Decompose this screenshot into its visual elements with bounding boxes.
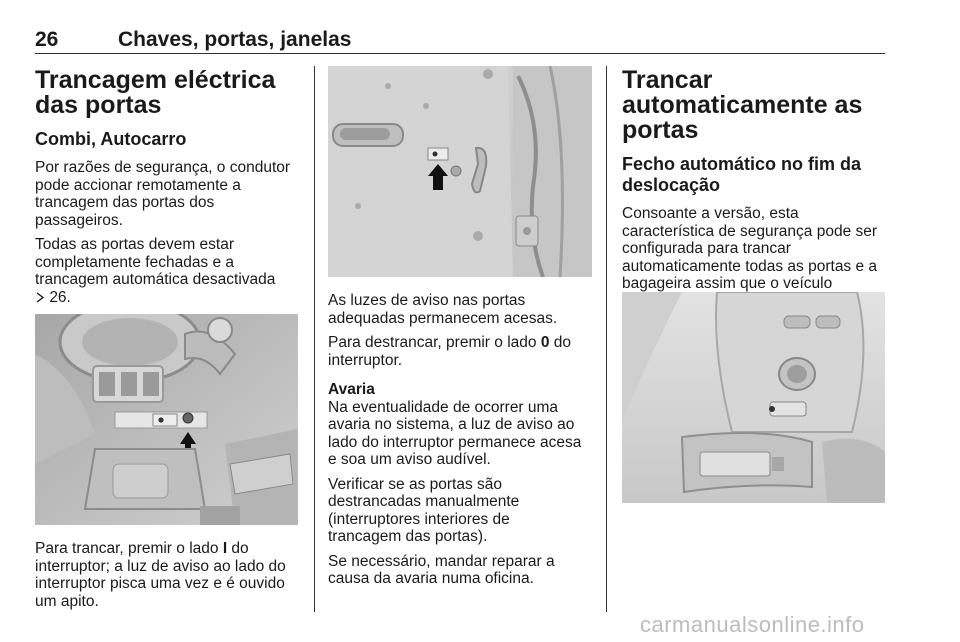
section-heading: Trancagem eléctrica das portas (35, 66, 276, 119)
paragraph: Na eventualidade de ocorrer uma avaria no sistema, a luz de aviso ao lado do interruptor permanece acesa e soa um aviso audível. (328, 398, 582, 468)
running-header: Chaves, portas, janelas (118, 28, 352, 51)
section-subheading: Fecho automático no fim da deslocação (622, 154, 862, 195)
fault-heading: Avaria (328, 381, 375, 398)
arrow-ref-icon[interactable] (35, 290, 45, 301)
paragraph: Por razões de segurança, o condutor pode accionar remotamente a trancagem das portas dos passageiros. (35, 159, 291, 229)
paragraph: Para destrancar, premir o lado 0 do interruptor. (328, 334, 571, 369)
column-2 (328, 292, 594, 588)
paragraph: Consoante a versão, esta característica de segurança pode ser configurada para trancar automaticamente todas as portas e a bagageira assim que o veículo (622, 205, 878, 292)
column-divider (606, 66, 607, 612)
section-subheading: Combi, Autocarro (35, 129, 187, 149)
section-heading: Trancar automaticamente as portas (622, 66, 863, 144)
paragraph: Verificar se as portas são destrancadas manualmente (interruptores interiores de trancagem das portas). (328, 475, 520, 545)
column-1 (35, 66, 303, 306)
figure-caption: Para trancar, premir o lado I do interruptor; a luz de aviso ao lado do interruptor pisca uma vez e é ouvido um apito. (35, 540, 286, 610)
paragraph: Se necessário, mandar reparar a causa da avaria numa oficina. (328, 552, 555, 587)
paragraph: Todas as portas devem estar completamente fechadas e a trancagem automática desactivada 26. (35, 236, 276, 306)
column-divider (314, 66, 315, 612)
watermark: carmanualsonline.info (640, 612, 865, 637)
dashboard-switch-illustration (35, 314, 298, 525)
header-rule (35, 53, 885, 54)
paragraph: As luzes de aviso nas portas adequadas permanecem acesas. (328, 292, 558, 327)
door-panel-illustration (328, 66, 592, 277)
roof-console-illustration (622, 292, 885, 503)
page-reference[interactable]: 26. (49, 288, 71, 306)
page-number: 26 (35, 28, 59, 51)
column-3 (622, 66, 892, 310)
